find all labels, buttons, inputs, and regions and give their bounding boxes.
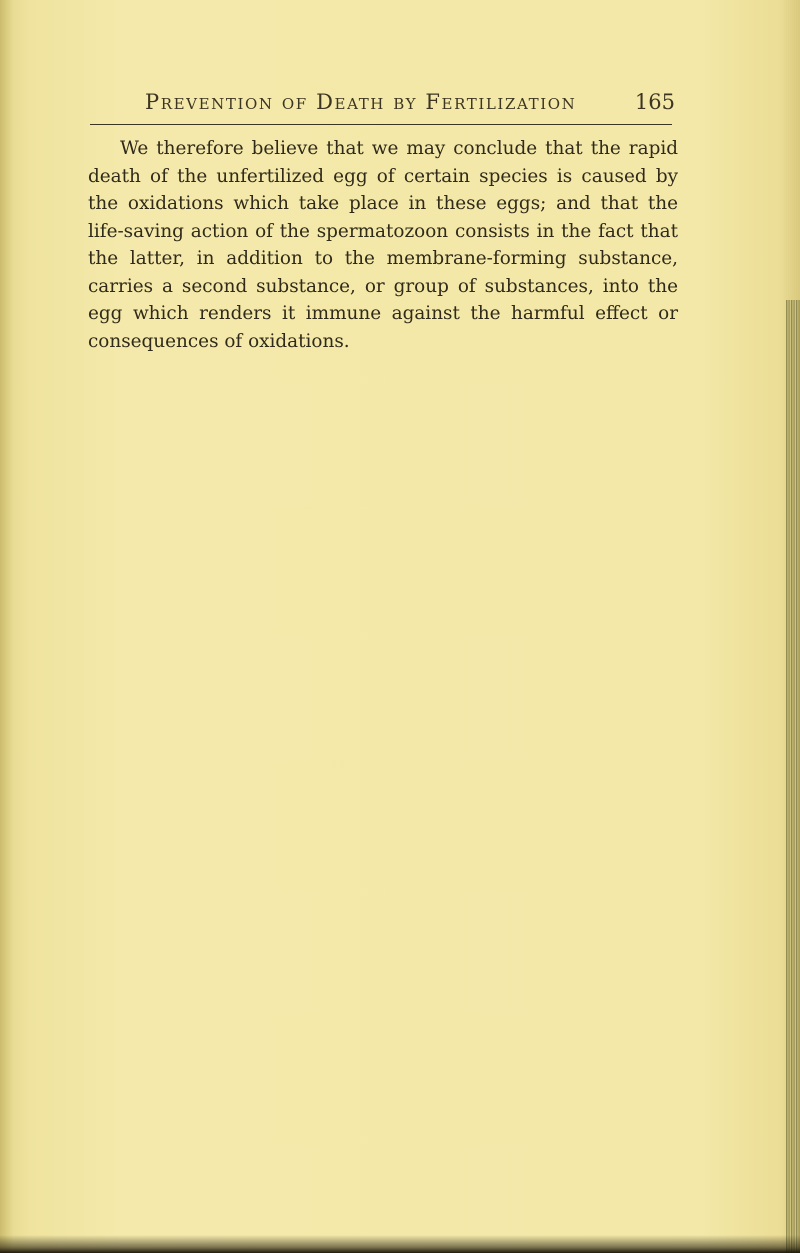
page-bottom-edge bbox=[0, 1235, 800, 1253]
running-header bbox=[145, 90, 675, 114]
header-rule bbox=[90, 124, 672, 125]
page-number: 165 bbox=[634, 90, 675, 114]
running-title: Prevention of Death by Fertilization bbox=[145, 90, 577, 114]
page-edges bbox=[786, 300, 800, 1253]
page-binding-shadow bbox=[0, 0, 14, 1253]
paragraph: We therefore believe that we may conclude that the rapid death of the unfertilized egg of certain species is caused by the oxidations which take place in these eggs; and that the life-saving action of the spermatozoon consists in the fact that the latter, in addition to the membrane-forming substance, carries a second substance, or group of substances, into the egg which renders it immune against the harmful effect or consequences of oxidations. bbox=[88, 138, 678, 352]
body-text bbox=[88, 135, 678, 355]
